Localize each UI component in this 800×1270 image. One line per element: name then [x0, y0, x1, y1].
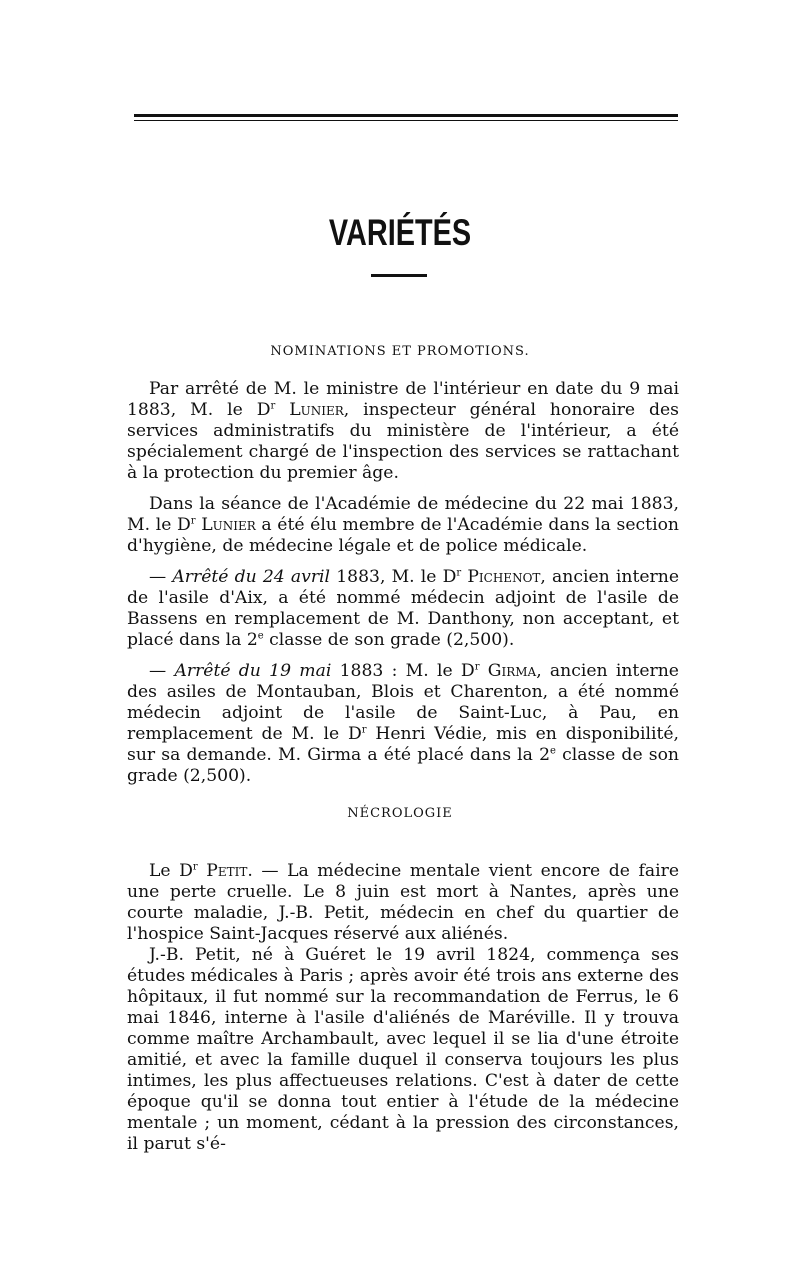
nominations-body: [127, 379, 679, 787]
title-rule: [371, 274, 427, 277]
paragraph: Le $D^r$ Petit. — La médecine mentale vient encore de faire une perte cruelle. Le 8 juin est mort à Nantes, après une courte maladie, J.-B. Petit, médecin en chef du quartier de l'hospice Saint-Jacques réservé aux aliénés.: [127, 861, 679, 944]
top-rule: [134, 114, 678, 117]
paragraph: — Arrêté du 19 mai 1883 : M. le $D^r$ Girma, ancien interne des asiles de Montauban, Blois et Charenton, a été nommé médecin adjoint de l'asile de Saint-Luc, à Pau, en remplacement de M. le $D^r$ Henri Védie, mis en disponibilité, sur sa demande. M. Girma a été placé dans la 2e classe de son grade (2,500).: [127, 661, 680, 786]
top-rule-thin: [134, 120, 678, 121]
section-heading-necrologie: NÉCROLOGIE: [347, 806, 453, 821]
paragraph: Par arrêté de M. le ministre de l'intérieur en date du 9 mai 1883, M. le $D^r$ Lunier, inspecteur général honoraire des services administratifs du ministère de l'intérieur, a été spécialement chargé de l'inspection des services se rattachant à la protection du premier âge.: [127, 379, 679, 483]
person-name: Lunier: [201, 515, 256, 535]
paragraph: J.-B. Petit, né à Guéret le 19 avril 1824, commença ses études médicales à Paris ; après avoir été trois ans externe des hôpitaux, il fut nommé sur la recommandation de Ferrus, le 6 mai 1846, interne à l'asile d'aliénés de Maréville. Il y trouva comme maître Archambault, avec lequel il se lia d'une étroite amitié, et avec la famille duquel il conserva toujours les plus intimes, les plus affectueuses relations. C'est à dater de cette époque qu'il se donna tout entier à l'étude de la médecine mentale ; un moment, cédant à la pression des circonstances, il parut s'é-: [127, 945, 679, 1154]
necrologie-body: [127, 861, 679, 1155]
section-heading-nominations: NOMINATIONS ET PROMOTIONS.: [270, 344, 530, 359]
person-name: Petit: [206, 861, 248, 881]
page-title: VARIÉTÉS: [328, 212, 472, 253]
paragraph: — Arrêté du 24 avril 1883, M. le $D^r$ Pichenot, ancien interne de l'asile d'Aix, a été nommé médecin adjoint de l'asile de Bassens en remplacement de M. Danthony, non acceptant, et placé dans la 2e classe de son grade (2,500).: [127, 567, 679, 650]
person-name: Lunier: [289, 400, 344, 420]
paragraph: Dans la séance de l'Académie de médecine du 22 mai 1883, M. le $D^r$ Lunier a été élu membre de l'Académie dans la section d'hygiène, de médecine légale et de police médicale.: [127, 494, 679, 556]
person-name: Girma: [487, 661, 537, 681]
person-name: Pichenot: [467, 567, 541, 587]
